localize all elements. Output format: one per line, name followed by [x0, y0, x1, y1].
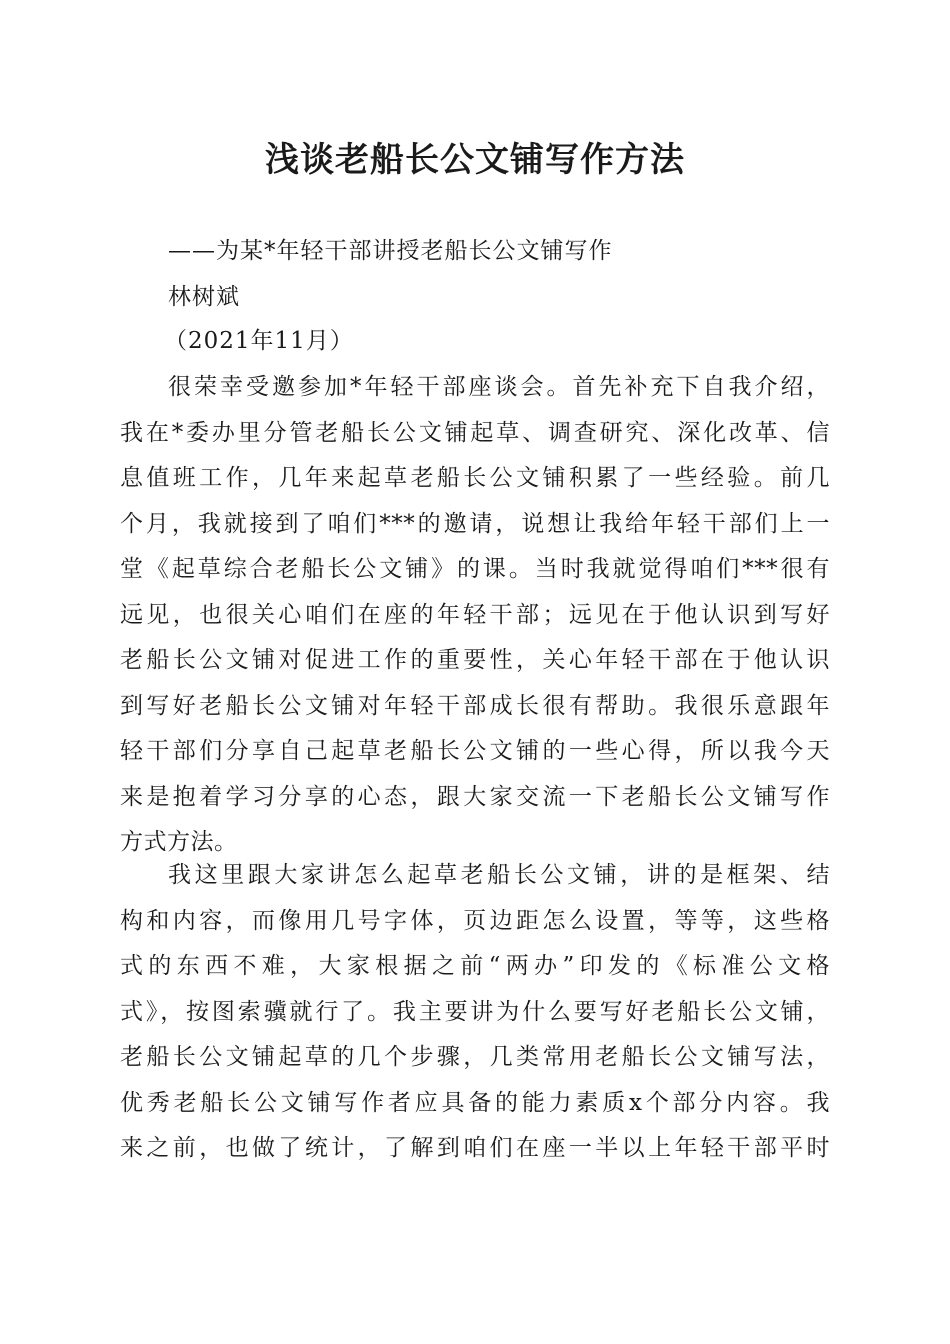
- document-author: 林树斌: [168, 284, 240, 310]
- paragraph-intro: [120, 365, 830, 866]
- paragraph-line: 老船长公文铺起草的几个步骤，几类常用老船长公文铺写法，: [120, 1044, 830, 1070]
- paragraph-line: 远见，也很关心咱们在座的年轻干部；远见在于他认识到写好: [120, 601, 830, 628]
- document-date: （2021年11月）: [164, 328, 354, 354]
- paragraph-line: 我在*委办里分管老船长公文铺起草、调查研究、深化改革、信: [120, 419, 830, 446]
- paragraph-line: 很荣幸受邀参加*年轻干部座谈会。首先补充下自我介绍，: [168, 374, 830, 400]
- paragraph-line: 式》，按图索骥就行了。我主要讲为什么要写好老船长公文铺，: [120, 998, 830, 1025]
- paragraph-line: 息值班工作，几年来起草老船长公文铺积累了一些经验。前几: [120, 465, 830, 491]
- paragraph-line: 轻干部们分享自己起草老船长公文铺的一些心得，所以我今天: [120, 738, 830, 764]
- paragraph-line: 个月，我就接到了咱们***的邀请，说想让我给年轻干部们上一: [120, 510, 830, 537]
- paragraph-line: 构和内容，而像用几号字体，页边距怎么设置，等等，这些格: [120, 907, 830, 934]
- paragraph-line: 堂《起草综合老船长公文铺》的课。当时我就觉得咱们***很有: [120, 556, 830, 582]
- paragraph-line: 到写好老船长公文铺对年轻干部成长很有帮助。我很乐意跟年: [120, 692, 830, 719]
- paragraph-line: 来之前，也做了统计，了解到咱们在座一半以上年轻干部平时: [120, 1135, 830, 1161]
- paragraph-line: 优秀老船长公文铺写作者应具备的能力素质x个部分内容。我: [120, 1089, 830, 1116]
- document-subtitle: ——为某*年轻干部讲授老船长公文铺写作: [168, 238, 613, 264]
- paragraph-line: 式的东西不难，大家根据之前“两办”印发的《标准公文格: [120, 953, 830, 979]
- paragraph-line: 方式方法。: [120, 829, 238, 855]
- paragraph-line: 我这里跟大家讲怎么起草老船长公文铺，讲的是框架、结: [168, 862, 830, 888]
- document-title: 浅谈老船长公文铺写作方法: [265, 140, 685, 180]
- paragraph-outline: [120, 853, 830, 1172]
- paragraph-line: 来是抱着学习分享的心态，跟大家交流一下老船长公文铺写作: [120, 783, 830, 810]
- paragraph-line: 老船长公文铺对促进工作的重要性，关心年轻干部在于他认识: [120, 647, 830, 673]
